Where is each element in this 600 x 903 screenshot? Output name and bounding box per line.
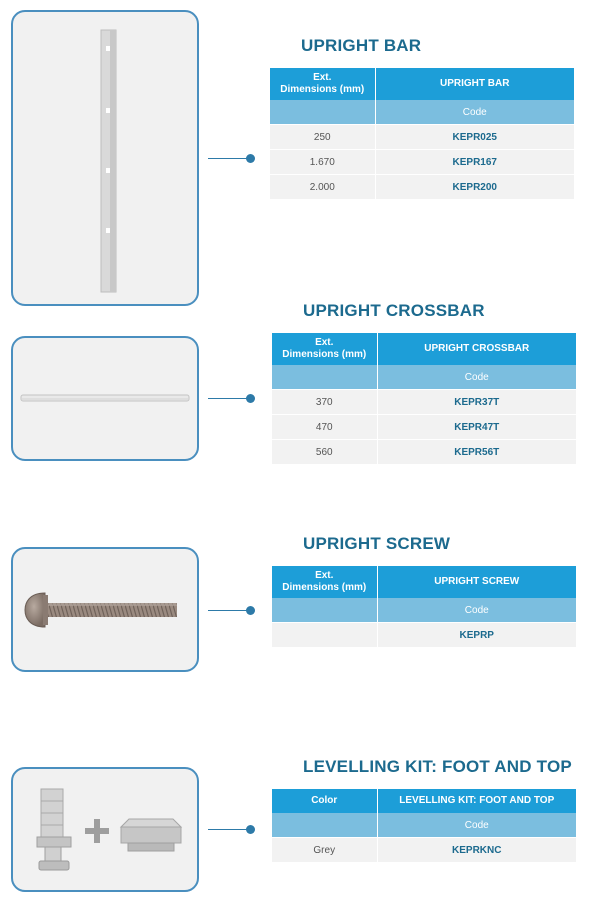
header-dimensions: Ext. Dimensions (mm): [272, 333, 377, 365]
upright-screw-table: [272, 566, 576, 648]
code-row: [272, 598, 576, 623]
code-row: [272, 813, 576, 838]
section-title: UPRIGHT BAR: [301, 36, 422, 55]
table-row: [272, 415, 576, 440]
dimension-cell: 470: [272, 415, 377, 440]
table-row: [272, 623, 576, 648]
connector-line: [208, 398, 250, 399]
table-row: [272, 440, 576, 465]
screw-image: [13, 549, 197, 670]
crossbar-image: [13, 338, 197, 459]
table-header: [272, 566, 576, 598]
code-label: Code: [377, 813, 576, 838]
product-image-upright-screw: [11, 547, 199, 672]
connector-dot: [246, 606, 255, 615]
product-image-upright-crossbar: [11, 336, 199, 461]
connector-line: [208, 610, 250, 611]
dimension-cell: 2.000: [270, 175, 375, 200]
upright-bar-image: [13, 12, 197, 304]
code-cell: KEPRKNC: [377, 838, 576, 863]
code-row: [272, 365, 576, 390]
code-cell: KEPR025: [375, 125, 574, 150]
dimension-cell: [272, 623, 377, 648]
connector-dot: [246, 154, 255, 163]
product-image-levelling-kit: [11, 767, 199, 892]
table-header: [272, 333, 576, 365]
table-row: [270, 175, 574, 200]
connector-dot: [246, 394, 255, 403]
section-title: UPRIGHT SCREW: [303, 534, 451, 553]
dimension-cell: 370: [272, 390, 377, 415]
levelling-kit-table: [272, 789, 576, 863]
levelling-kit-image: [13, 769, 197, 890]
color-cell: Grey: [272, 838, 377, 863]
table-header: [272, 789, 576, 813]
code-cell: KEPR167: [375, 150, 574, 175]
dimension-cell: 560: [272, 440, 377, 465]
header-product: LEVELLING KIT: FOOT AND TOP: [377, 789, 576, 813]
connector-line: [208, 829, 250, 830]
connector-dot: [246, 825, 255, 834]
table-row: [272, 390, 576, 415]
dimension-cell: 250: [270, 125, 375, 150]
table-header: [270, 68, 574, 100]
section-title: UPRIGHT CROSSBAR: [303, 301, 485, 320]
table-row: [270, 125, 574, 150]
header-dimensions: Ext. Dimensions (mm): [272, 566, 377, 598]
table-row: [272, 838, 576, 863]
table-row: [270, 150, 574, 175]
code-label: Code: [375, 100, 574, 125]
code-row: [270, 100, 574, 125]
code-label: Code: [377, 598, 576, 623]
header-color: Color: [272, 789, 377, 813]
upright-bar-table: [270, 68, 574, 200]
code-cell: KEPR47T: [377, 415, 576, 440]
header-product: UPRIGHT CROSSBAR: [377, 333, 576, 365]
header-dimensions: Ext. Dimensions (mm): [270, 68, 375, 100]
product-image-upright-bar: [11, 10, 199, 306]
code-cell: KEPR200: [375, 175, 574, 200]
section-title: LEVELLING KIT: FOOT AND TOP: [303, 757, 572, 776]
header-product: UPRIGHT SCREW: [377, 566, 576, 598]
upright-crossbar-table: [272, 333, 576, 465]
code-cell: KEPRP: [377, 623, 576, 648]
code-label: Code: [377, 365, 576, 390]
header-product: UPRIGHT BAR: [375, 68, 574, 100]
connector-line: [208, 158, 250, 159]
code-cell: KEPR56T: [377, 440, 576, 465]
code-cell: KEPR37T: [377, 390, 576, 415]
dimension-cell: 1.670: [270, 150, 375, 175]
